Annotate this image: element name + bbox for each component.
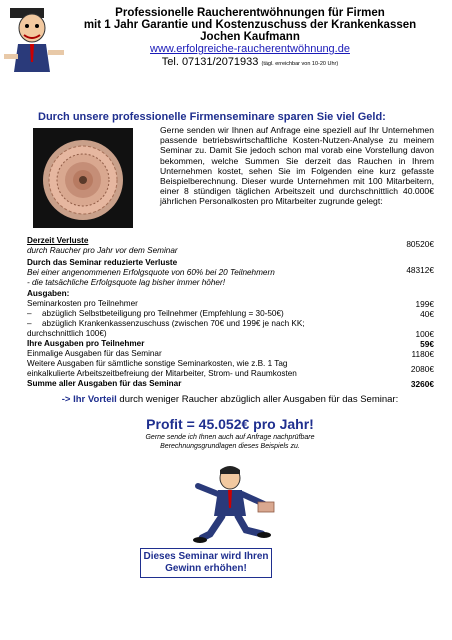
vorteil-prefix: -> Ihr Vorteil (61, 394, 117, 405)
letterhead (60, 7, 440, 70)
reduziert-subtitle-2: - die tatsächliche Erfolgsquote lag bisher immer höher! (27, 278, 225, 287)
weitere-label-2: einkalkulierte Arbeitszeitbefreiung der Mitarbeiter, Strom- und Raumkosten (27, 369, 297, 378)
phone-hours: (tägl. erreichbar von 10-20 Uhr) (261, 61, 339, 67)
vorteil-line (40, 394, 420, 405)
verluste-value: 80520€ (406, 239, 434, 249)
selbstbeteiligung-label: abzüglich Selbstbeteiligung pro Teilnehmer (Empfehlung = 30-50€) (42, 309, 284, 318)
website-link[interactable]: www.erfolgreiche-raucherentwöhnung.de (150, 43, 350, 55)
weitere-value: 2080€ (410, 364, 434, 374)
header-line-1: Professionelle Raucherentwöhnungen für Firmen (115, 7, 385, 19)
summe-value: 3260€ (410, 379, 434, 389)
running-businessman-icon (180, 464, 280, 548)
selbstbeteiligung-value: 40€ (420, 309, 434, 319)
reduziert-subtitle-1: Bei einer angenommenen Erfolgsquote von 60% bei 20 Teilnehmern (27, 268, 275, 277)
summe-label: Summe aller Ausgaben für das Seminar (27, 379, 182, 388)
intro-paragraph: Gerne senden wir Ihnen auf Anfrage eine speziell auf Ihr Unternehmen passende betriebswirtschaftliche Kosten-Nutzen-Analyse zu meinem Seminar zu. Damit Sie jedoch schon mal vorab eine Vorstellung davon bekommen, welche Summen Sie derzeit das Rauchen in Ihrem Unternehmen kostet, sehen Sie im Folgenden eine kurz gefasste Beispielberechnung. Dieser wurde Unternehmen mit 100 Mitarbeitern, einer 8 stündigen täglichen Arbeitszeit und durchschnittlich 40.000€ jährlichen Personalkosten pro Mitarbeiter zugrunde gelegt: (160, 125, 434, 207)
kk-zuschuss-label-1: abzüglich Krankenkassenzuschuss (zwischen 70€ und 199€ je nach KK; (42, 319, 305, 328)
profit-note: Gerne sende ich Ihnen auch auf Anfrage nachprüfbare Berechnungsgrundlagen dieses Beispiels zu. (145, 434, 315, 450)
bullet-dash: – (27, 309, 32, 318)
ausgaben-title: Ausgaben: (27, 289, 70, 298)
weitere-label-1: Weitere Ausgaben für sämtliche sonstige Seminarkosten, wie z.B. 1 Tag (27, 359, 288, 368)
kk-zuschuss-value: 100€ (415, 329, 434, 339)
cta-box: Dieses Seminar wird Ihren Gewinn erhöhen! (140, 548, 272, 578)
profit-headline: Profit = 45.052€ pro Jahr! (146, 416, 314, 432)
businessman-mascot-icon (4, 2, 68, 80)
ihre-ausgaben-label: Ihre Ausgaben pro Teilnehmer (27, 339, 145, 348)
einmalig-label: Einmalige Ausgaben für das Seminar (27, 349, 162, 358)
seminarkosten-value: 199€ (415, 299, 434, 309)
reduziert-title: Durch das Seminar reduzierte Verluste (27, 258, 178, 267)
money-fan-photo (33, 128, 133, 228)
verluste-title: Derzeit Verluste (27, 236, 89, 245)
kk-zuschuss-label-2: durchschnittlich 100€) (27, 329, 107, 338)
reduziert-value: 48312€ (406, 265, 434, 275)
phone-line (60, 56, 440, 70)
einmalig-value: 1180€ (411, 349, 434, 359)
seminarkosten-label: Seminarkosten pro Teilnehmer (27, 299, 138, 308)
header-name: Jochen Kaufmann (200, 31, 300, 43)
phone-number: Tel. 07131/2071933 (161, 56, 259, 68)
vorteil-text: durch weniger Raucher abzüglich aller Ausgaben für das Seminar: (116, 394, 399, 405)
section-title: Durch unsere professionelle Firmenseminare sparen Sie viel Geld: (38, 111, 386, 123)
ihre-ausgaben-value: 59€ (420, 339, 434, 349)
bullet-dash: – (27, 319, 32, 328)
header-line-2: mit 1 Jahr Garantie und Kostenzuschuss der Krankenkassen (83, 19, 417, 31)
verluste-subtitle: durch Raucher pro Jahr vor dem Seminar (27, 246, 178, 255)
